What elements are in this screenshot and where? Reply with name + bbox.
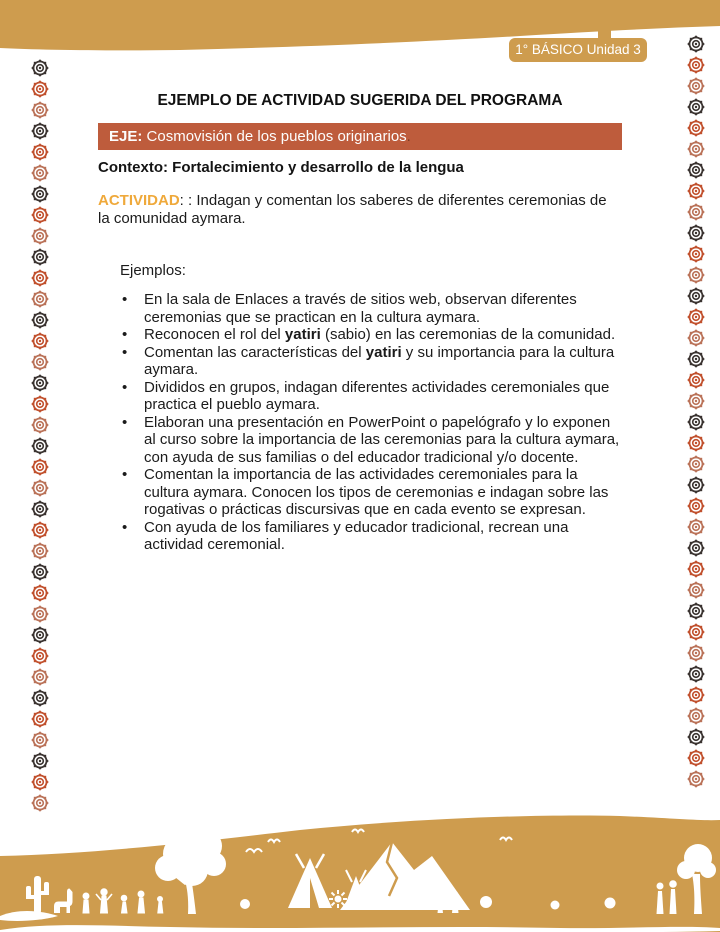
medallion-icon	[29, 99, 51, 121]
medallion-icon	[685, 600, 707, 622]
medallion-icon	[685, 138, 707, 160]
medallion-icon	[29, 246, 51, 268]
bottom-wave	[0, 816, 720, 932]
list-item-text: Comentan la importancia de las actividades ceremoniales para la cultura aymara. Conocen los tipos de ceremonias e indagan sobre las rogativas o prácticas discursivas que en cada evento se expresan.	[144, 466, 609, 518]
list-item-text: Comentan las características del yatiri y su importancia para la cultura aymara.	[144, 343, 615, 378]
medallion-icon	[29, 498, 51, 520]
medallion-icon	[29, 393, 51, 415]
list-item-text: Divididos en grupos, indagan diferentes actividades ceremoniales que practica el pueblo aymara.	[144, 378, 610, 413]
medallion-icon	[685, 54, 707, 76]
page-title: EJEMPLO DE ACTIVIDAD SUGERIDA DEL PROGRAMA	[157, 92, 563, 109]
bullet-dot: •	[122, 343, 128, 361]
medallion-icon	[685, 453, 707, 475]
medallion-icon	[685, 369, 707, 391]
medallion-icon	[685, 96, 707, 118]
medallion-icon	[685, 495, 707, 517]
medallion-icon	[685, 558, 707, 580]
bullet-dot: •	[122, 518, 128, 536]
medallion-icon	[685, 222, 707, 244]
medallion-icon	[29, 204, 51, 226]
medallion-icon	[685, 285, 707, 307]
medallion-icon	[29, 351, 51, 373]
medallion-icon	[685, 747, 707, 769]
bullet-dot: •	[122, 378, 128, 396]
contexto-line: Contexto: Fortalecimiento y desarrollo de la lengua	[98, 159, 464, 176]
medallion-icon	[29, 57, 51, 79]
eje-label: EJE:	[109, 128, 143, 145]
medallion-icon	[29, 729, 51, 751]
medallion-icon	[29, 561, 51, 583]
list-item	[120, 519, 622, 554]
list-item	[120, 466, 622, 519]
eje-period: .	[406, 128, 411, 145]
medallion-icon	[685, 705, 707, 727]
medallion-icon	[29, 372, 51, 394]
medallion-icon	[29, 477, 51, 499]
medallion-icon	[685, 33, 707, 55]
medallion-icon	[685, 474, 707, 496]
medallion-icon	[29, 141, 51, 163]
bottom-scene	[0, 812, 720, 932]
medallion-icon	[685, 159, 707, 181]
document-content	[98, 86, 622, 554]
medallion-icon	[29, 519, 51, 541]
list-item-text: Con ayuda de los familiares y educador tradicional, recrean una actividad ceremonial.	[144, 518, 569, 553]
medallion-icon	[685, 516, 707, 538]
medallion-icon	[685, 201, 707, 223]
medallion-icon	[685, 390, 707, 412]
list-item	[120, 344, 622, 379]
medallion-icon	[685, 264, 707, 286]
medallion-icon	[29, 540, 51, 562]
bullet-dot: •	[122, 326, 128, 343]
medallion-icon	[685, 663, 707, 685]
medallion-icon	[685, 75, 707, 97]
eje-bar	[98, 123, 622, 150]
list-item-text: En la sala de Enlaces a través de sitios web, observan diferentes ceremonias que se practican en la cultura aymara.	[144, 291, 577, 326]
actividad-paragraph	[98, 192, 622, 227]
bullet-dot: •	[122, 413, 128, 431]
examples-list	[98, 291, 622, 554]
medallion-icon	[685, 768, 707, 790]
medallion-icon	[29, 687, 51, 709]
list-item	[120, 379, 622, 414]
medallion-icon	[29, 120, 51, 142]
medallion-icon	[685, 117, 707, 139]
medallion-icon	[685, 579, 707, 601]
medallion-icon	[685, 621, 707, 643]
medallion-icon	[29, 267, 51, 289]
medallion-icon	[29, 603, 51, 625]
medallion-icon	[685, 306, 707, 328]
medallion-icon	[29, 792, 51, 814]
medallion-icon	[29, 225, 51, 247]
medallion-icon	[685, 684, 707, 706]
medallion-icon	[685, 180, 707, 202]
eje-text: Cosmovisión de los pueblos originarios	[142, 128, 407, 145]
right-ornament-border	[685, 33, 707, 789]
medallion-icon	[29, 708, 51, 730]
medallion-icon	[29, 78, 51, 100]
medallion-icon	[685, 243, 707, 265]
bullet-dot: •	[122, 291, 128, 308]
medallion-icon	[29, 582, 51, 604]
medallion-icon	[29, 645, 51, 667]
list-item	[120, 414, 622, 467]
medallion-icon	[685, 432, 707, 454]
unit-badge: 1° BÁSICO Unidad 3	[509, 38, 647, 62]
list-item	[120, 326, 622, 344]
left-ornament-border	[29, 57, 51, 813]
medallion-icon	[29, 330, 51, 352]
medallion-icon	[685, 642, 707, 664]
list-item-text: Elaboran una presentación en PowerPoint o papelógrafo y lo exponen al curso sobre la importancia de las ceremonias para la cultura aymara, con ayuda de sus familias o del educador tradicional y/o docente.	[144, 413, 620, 466]
medallion-icon	[29, 309, 51, 331]
examples-heading: Ejemplos:	[120, 262, 186, 279]
medallion-icon	[685, 327, 707, 349]
actividad-label: ACTIVIDAD	[98, 192, 180, 209]
medallion-icon	[29, 771, 51, 793]
medallion-icon	[29, 183, 51, 205]
medallion-icon	[29, 288, 51, 310]
actividad-text: : : Indagan y comentan los saberes de diferentes ceremonias de la comunidad aymara.	[98, 192, 607, 227]
bullet-dot: •	[122, 466, 128, 483]
list-item	[120, 291, 622, 326]
list-item-text: Reconocen el rol del yatiri (sabio) en las ceremonias de la comunidad.	[144, 326, 616, 343]
medallion-icon	[685, 537, 707, 559]
medallion-icon	[685, 726, 707, 748]
medallion-icon	[685, 411, 707, 433]
medallion-icon	[29, 162, 51, 184]
medallion-icon	[29, 666, 51, 688]
medallion-icon	[685, 348, 707, 370]
medallion-icon	[29, 624, 51, 646]
medallion-icon	[29, 435, 51, 457]
medallion-icon	[29, 414, 51, 436]
medallion-icon	[29, 456, 51, 478]
medallion-icon	[29, 750, 51, 772]
